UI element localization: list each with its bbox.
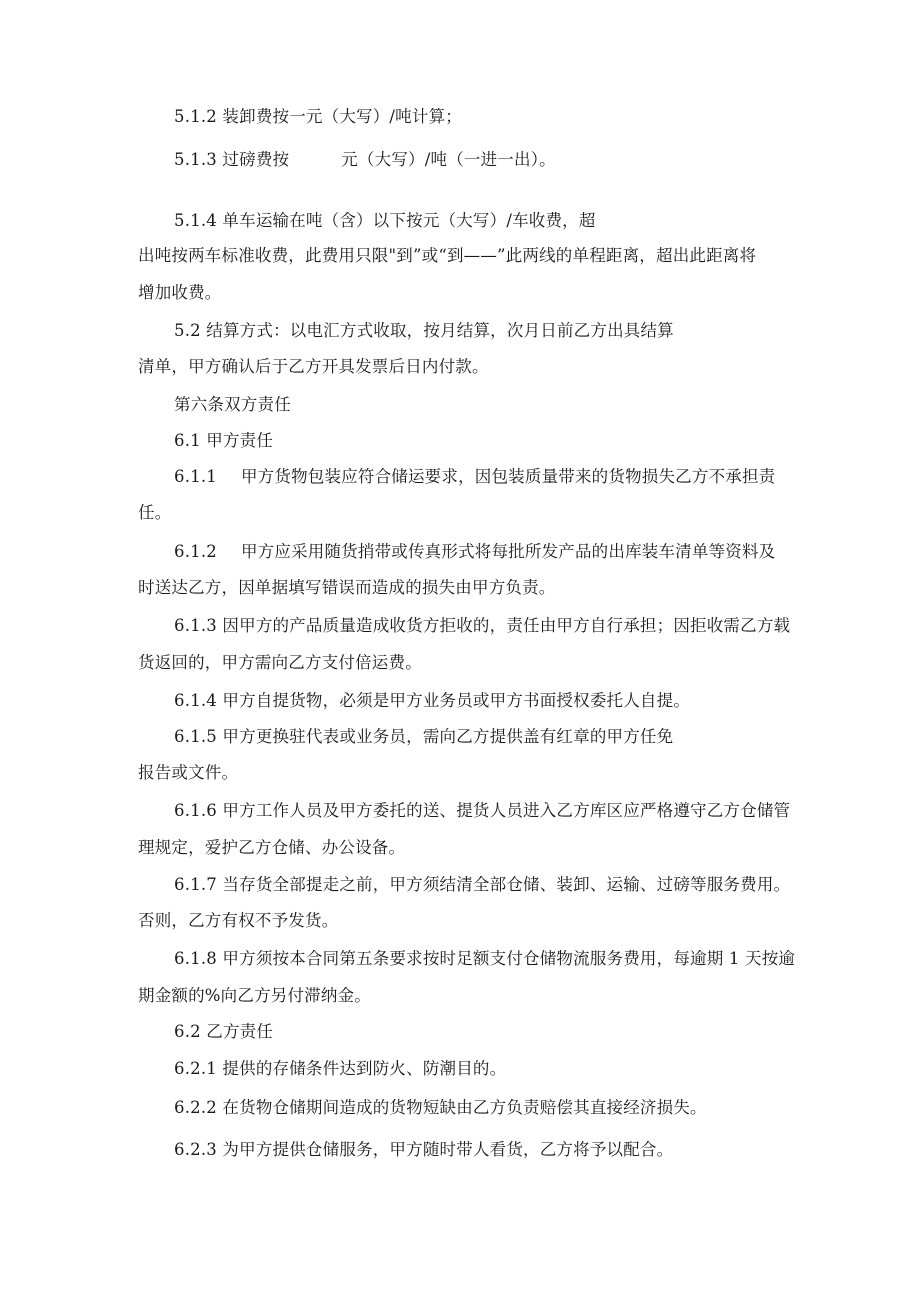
clause-text: 甲方货物包装应符合储运要求，因包装质量带来的货物损失乙方不承担责 bbox=[240, 467, 776, 486]
article-6-heading: 第六条双方责任 bbox=[174, 395, 291, 414]
section-6-1-heading: 6.1 甲方责任 bbox=[174, 431, 274, 450]
clause-5-1-3 bbox=[174, 149, 556, 171]
clause-number: 6.1.1 bbox=[174, 467, 217, 486]
clause-5-1-3-rest: 元（大写）/吨（一进一出）。 bbox=[341, 150, 556, 169]
clause-6-1-8-line2: 期金额的%向乙方另付滞纳金。 bbox=[138, 986, 371, 1005]
clause-text: 甲方应采用随货捎带或传真形式将每批所发产品的出库装车清单等资料及 bbox=[240, 542, 776, 561]
clause-6-1-3-line1: 6.1.3 因甲方的产品质量造成收货方拒收的，责任由甲方自行承担；因拒收需乙方载 bbox=[174, 616, 791, 635]
clause-6-1-5-line2: 报告或文件。 bbox=[138, 763, 239, 782]
clause-6-1-3-line2: 货返回的，甲方需向乙方支付倍运费。 bbox=[138, 653, 422, 672]
clause-6-1-7-line2: 否则，乙方有权不予发货。 bbox=[138, 911, 339, 930]
clause-6-1-5-line1: 6.1.5 甲方更换驻代表或业务员，需向乙方提供盖有红章的甲方任免 bbox=[174, 727, 674, 746]
clause-number: 6.1.2 bbox=[174, 542, 217, 561]
clause-5-1-4-line3: 增加收费。 bbox=[138, 283, 222, 302]
clause-5-1-3-lead: 5.1.3 过磅费按 bbox=[174, 150, 290, 169]
clause-6-2-2: 6.2.2 在货物仓储期间造成的货物短缺由乙方负责赔偿其直接经济损失。 bbox=[174, 1098, 707, 1117]
clause-6-2-3: 6.2.3 为甲方提供仓储服务，甲方随时带人看货，乙方将予以配合。 bbox=[174, 1140, 674, 1159]
clause-5-2-line1: 5.2 结算方式：以电汇方式收取，按月结算，次月日前乙方出具结算 bbox=[174, 321, 674, 340]
clause-6-1-6-line2: 理规定，爱护乙方仓储、办公设备。 bbox=[138, 838, 406, 857]
clause-5-2-line2: 清单，甲方确认后于乙方开具发票后日内付款。 bbox=[138, 357, 489, 376]
clause-5-1-4-line1: 5.1.4 单车运输在吨（含）以下按元（大写）/车收费，超 bbox=[174, 211, 596, 230]
clause-6-1-2-line1 bbox=[174, 541, 775, 563]
section-6-2-heading: 6.2 乙方责任 bbox=[174, 1022, 274, 1041]
clause-6-1-6-line1: 6.1.6 甲方工作人员及甲方委托的送、提货人员进入乙方库区应严格遵守乙方仓储管 bbox=[174, 801, 791, 820]
clause-6-1-8-line1: 6.1.8 甲方须按本合同第五条要求按时足额支付仓储物流服务费用，每逾期 1 天按逾 bbox=[174, 949, 796, 968]
clause-6-1-4: 6.1.4 甲方自提货物，必须是甲方业务员或甲方书面授权委托人自提。 bbox=[174, 691, 691, 710]
clause-6-1-1-line2: 任。 bbox=[138, 503, 172, 522]
clause-6-2-1: 6.2.1 提供的存储条件达到防火、防潮目的。 bbox=[174, 1059, 507, 1078]
clause-6-1-2-line2: 时送达乙方，因单据填写错误而造成的损失由甲方负责。 bbox=[138, 578, 556, 597]
clause-6-1-7-line1: 6.1.7 当存货全部提走之前，甲方须结清全部仓储、装卸、运输、过磅等服务费用。 bbox=[174, 875, 791, 894]
clause-5-1-2: 5.1.2 装卸费按一元（大写）/吨计算； bbox=[174, 107, 462, 126]
clause-6-1-1-line1 bbox=[174, 466, 775, 488]
clause-5-1-4-line2: 出吨按两车标准收费，此费用只限"到”或“到——”此两线的单程距离，超出此距离将 bbox=[138, 246, 757, 265]
